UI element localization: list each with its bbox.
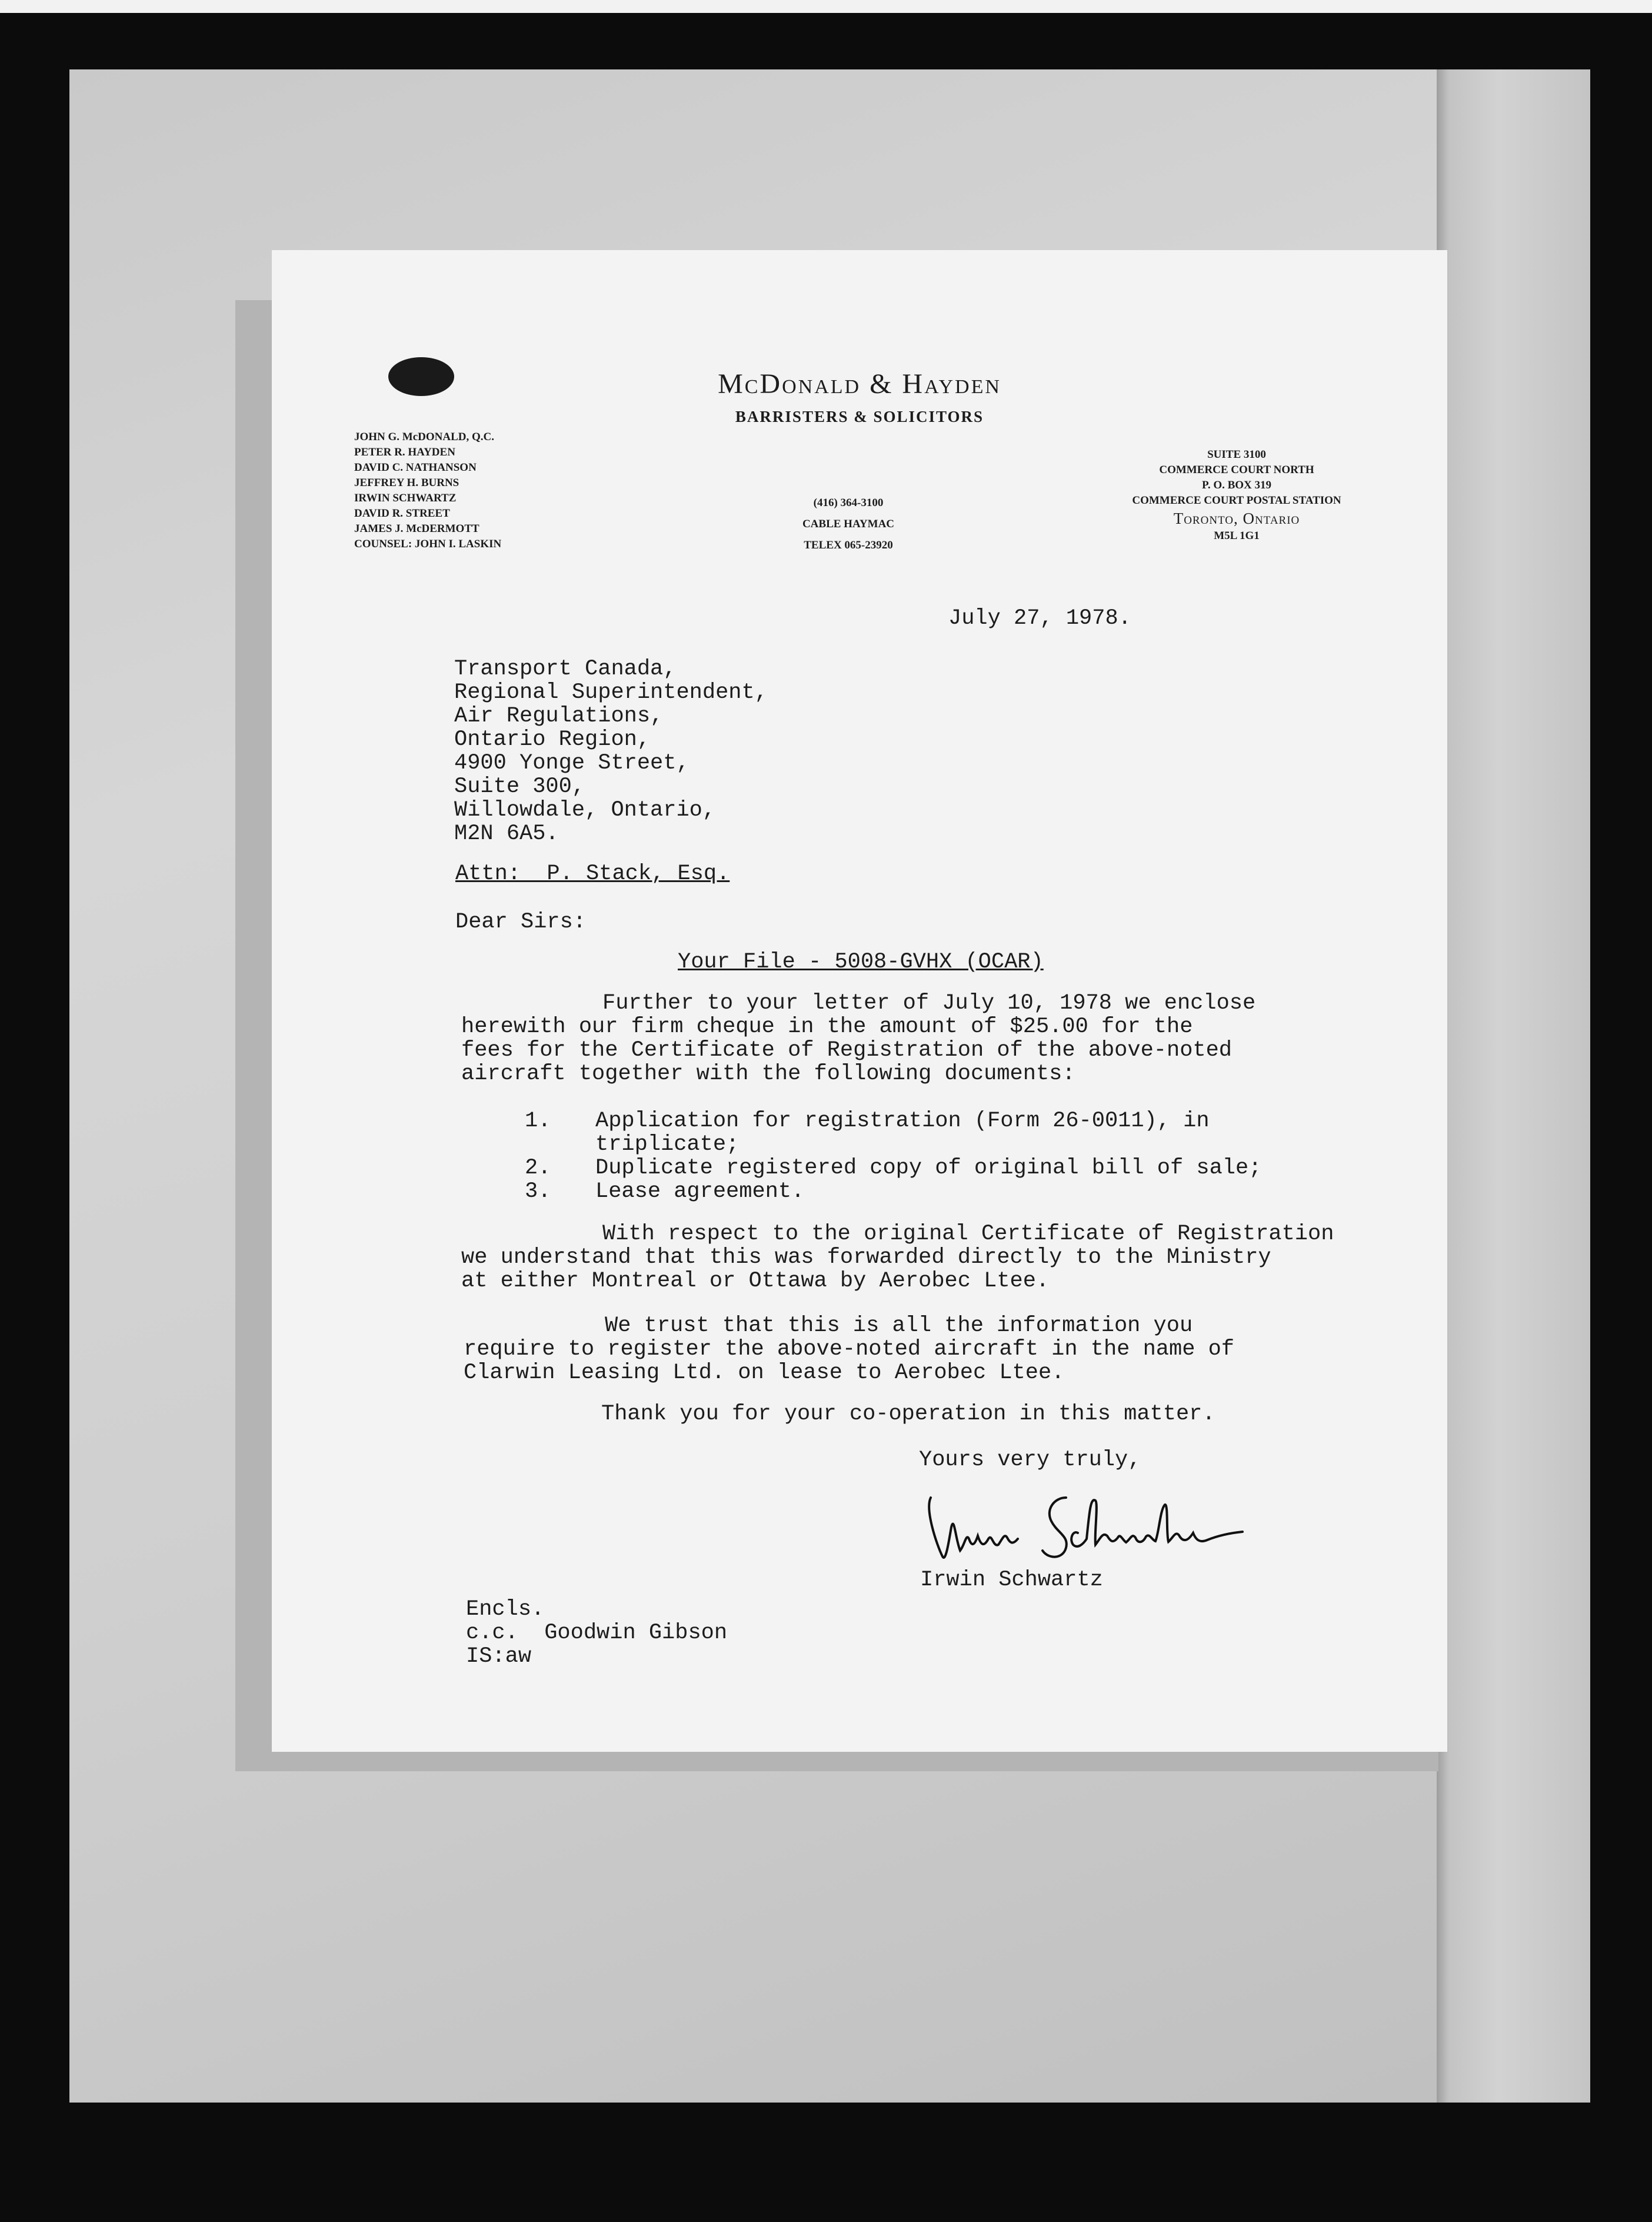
firm-name: McDonald & Hayden [718, 368, 1001, 400]
firm-contact [766, 493, 931, 556]
body-line: herewith our firm cheque in the amount of $25.00 for the [461, 1014, 1193, 1039]
complimentary-close: Yours very truly, [919, 1448, 1141, 1472]
list-item [525, 1180, 1301, 1203]
body-paragraph-1 [461, 992, 1379, 1086]
body-line: require to register the above-noted aircraft in the name of [464, 1337, 1235, 1362]
recipient-line: Ontario Region, [454, 727, 651, 752]
signer-name: Irwin Schwartz [920, 1568, 1103, 1592]
recipient-line: Transport Canada, [454, 657, 677, 681]
address-line: COMMERCE COURT NORTH [1159, 464, 1314, 476]
partner-name: COUNSEL: JOHN I. LASKIN [354, 538, 502, 550]
recipient-line: Regional Superintendent, [454, 680, 768, 705]
body-line: We trust that this is all the information you [605, 1313, 1193, 1338]
partner-name: DAVID R. STREET [354, 507, 450, 520]
body-line: Clarwin Leasing Ltd. on lease to Aerobec Ltee. [464, 1361, 1065, 1385]
partner-name: IRWIN SCHWARTZ [354, 492, 457, 504]
list-number: 1. [525, 1109, 551, 1133]
list-text: Lease agreement. [595, 1179, 805, 1204]
recipient-line: 4900 Yonge Street, [454, 751, 690, 776]
partner-name: JOHN G. McDONALD, Q.C. [354, 431, 495, 443]
body-line: at either Montreal or Ottawa by Aerobec Ltee. [461, 1269, 1050, 1293]
body-line: With respect to the original Certificate of Registration [602, 1222, 1334, 1246]
recipient-line: M2N 6A5. [454, 821, 559, 846]
film-border-top [0, 0, 1652, 13]
subject-line: Your File - 5008-GVHX (OCAR) [678, 950, 1044, 974]
partner-name: JEFFREY H. BURNS [354, 477, 459, 489]
recipient-block [454, 657, 768, 846]
partner-name: DAVID C. NATHANSON [354, 461, 477, 474]
body-paragraph-2 [461, 1222, 1379, 1293]
telex-number: TELEX 065-23920 [804, 539, 893, 551]
list-text: triplicate; [595, 1132, 740, 1157]
list-number: 3. [525, 1179, 551, 1204]
enclosure-block [466, 1598, 727, 1668]
body-paragraph-3 [464, 1314, 1381, 1385]
address-line: COMMERCE COURT POSTAL STATION [1132, 494, 1341, 507]
enclosure-line: c.c. Goodwin Gibson [466, 1621, 728, 1645]
body-paragraph-4: Thank you for your co-operation in this matter. [601, 1402, 1215, 1426]
partner-name: PETER R. HAYDEN [354, 446, 455, 458]
body-line: fees for the Certificate of Registration of the above-noted [461, 1038, 1233, 1063]
body-line: aircraft together with the following documents: [461, 1062, 1075, 1086]
list-number: 2. [525, 1156, 551, 1180]
attention-line: Attn: P. Stack, Esq. [455, 861, 730, 886]
handwritten-signature [919, 1474, 1248, 1580]
partner-name: JAMES J. McDERMOTT [354, 523, 479, 535]
salutation: Dear Sirs: [455, 910, 587, 934]
body-line: we understand that this was forwarded directly to the Ministry [461, 1245, 1271, 1270]
firm-subtitle: BARRISTERS & SOLICITORS [735, 408, 984, 425]
address-line: P. O. BOX 319 [1201, 479, 1272, 491]
list-item [525, 1156, 1301, 1180]
address-city: Toronto, Ontario [1173, 510, 1300, 527]
letter-page [272, 250, 1447, 1752]
body-line: Further to your letter of July 10, 1978 we enclose [602, 991, 1256, 1016]
partner-list [354, 430, 501, 552]
document-list [525, 1109, 1301, 1203]
phone-number: (416) 364-3100 [813, 497, 884, 509]
address-postal: M5L 1G1 [1214, 530, 1260, 542]
enclosure-line: Encls. [466, 1597, 545, 1622]
recipient-line: Suite 300, [454, 774, 585, 799]
recipient-line: Air Regulations, [454, 704, 664, 729]
list-text: Application for registration (Form 26-0011), in [595, 1109, 1210, 1133]
list-text: Duplicate registered copy of original bill of sale; [595, 1156, 1262, 1180]
address-line: SUITE 3100 [1207, 448, 1266, 461]
list-item [525, 1109, 1301, 1156]
backing-board-edge [1437, 69, 1590, 2103]
recipient-line: Willowdale, Ontario, [454, 798, 716, 823]
cable-address: CABLE HAYMAC [802, 518, 895, 530]
enclosure-line: IS:aw [466, 1644, 532, 1669]
firm-address [1107, 447, 1366, 544]
letter-date: July 27, 1978. [948, 606, 1131, 631]
